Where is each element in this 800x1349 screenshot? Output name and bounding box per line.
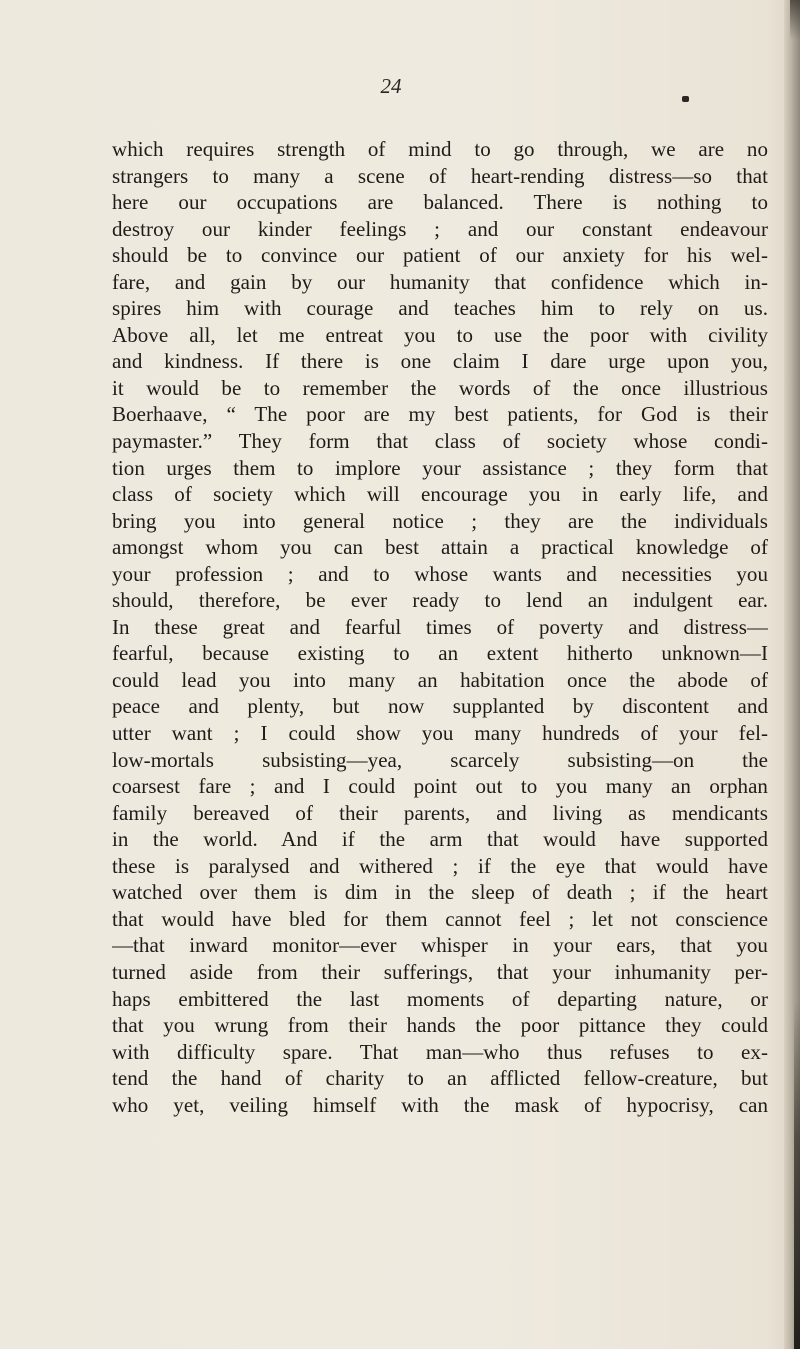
text-line: it would be to remember the words of the once illustrious bbox=[112, 375, 768, 400]
text-line: tend the hand of charity to an afflicted fellow-creature, but bbox=[112, 1066, 768, 1091]
text-line: family bereaved of their parents, and living as mendicants bbox=[112, 800, 768, 825]
text-line: should be to convince our patient of our anxiety for his wel- bbox=[112, 243, 768, 268]
text-line: Above all, let me entreat you to use the poor with civility bbox=[112, 322, 768, 347]
text-line: In these great and fearful times of poverty and distress— bbox=[112, 614, 768, 639]
text-line: fare, and gain by our humanity that confidence which in- bbox=[112, 269, 768, 294]
text-line: with difficulty spare. That man—who thus refuses to ex- bbox=[112, 1039, 768, 1064]
text-line: haps embittered the last moments of departing nature, or bbox=[112, 986, 768, 1011]
text-line: —that inward monitor—ever whisper in your ears, that you bbox=[112, 933, 768, 958]
text-line: strangers to many a scene of heart-rending distress—so that bbox=[112, 163, 768, 188]
text-line: could lead you into many an habitation once the abode of bbox=[112, 667, 768, 692]
text-line: destroy our kinder feelings ; and our constant endeavour bbox=[112, 216, 768, 241]
text-line: that would have bled for them cannot feel ; let not conscience bbox=[112, 906, 768, 931]
text-line: amongst whom you can best attain a practical knowledge of bbox=[112, 535, 768, 560]
text-line: in the world. And if the arm that would have supported bbox=[112, 827, 768, 852]
text-line: low-mortals subsisting—yea, scarcely subsisting—on the bbox=[112, 747, 768, 772]
text-line: these is paralysed and withered ; if the eye that would have bbox=[112, 853, 768, 878]
text-line: that you wrung from their hands the poor pittance they could bbox=[112, 1013, 768, 1038]
edge-shadow-bottom bbox=[794, 1000, 800, 1349]
text-line: here our occupations are balanced. There is nothing to bbox=[112, 190, 768, 215]
text-line: tion urges them to implore your assistance ; they form that bbox=[112, 455, 768, 480]
text-line: bring you into general notice ; they are the individuals bbox=[112, 508, 768, 533]
body-text bbox=[112, 136, 768, 1118]
text-line: utter want ; I could show you many hundreds of your fel- bbox=[112, 721, 768, 746]
page-number: 24 bbox=[380, 74, 402, 98]
page-edge-shadow bbox=[784, 0, 800, 1349]
text-line: Boerhaave, “ The poor are my best patients, for God is their bbox=[112, 402, 768, 427]
text-line: which requires strength of mind to go through, we are no bbox=[112, 137, 768, 161]
text-line: coarsest fare ; and I could point out to you many an orphan bbox=[112, 774, 768, 799]
text-line: watched over them is dim in the sleep of death ; if the heart bbox=[112, 880, 768, 905]
text-line: class of society which will encourage you in early life, and bbox=[112, 482, 768, 507]
text-line: turned aside from their sufferings, that your inhumanity per- bbox=[112, 959, 768, 984]
printer-mark bbox=[682, 96, 689, 102]
text-line: should, therefore, be ever ready to lend an indulgent ear. bbox=[112, 588, 768, 613]
text-line: and kindness. If there is one claim I dare urge upon you, bbox=[112, 349, 768, 374]
text-line: peace and plenty, but now supplanted by discontent and bbox=[112, 694, 768, 719]
text-line: your profession ; and to whose wants and necessities you bbox=[112, 561, 768, 586]
text-line: paymaster.” They form that class of society whose condi- bbox=[112, 429, 768, 454]
edge-shadow-top bbox=[790, 0, 800, 40]
text-line: who yet, veiling himself with the mask of hypocrisy, can bbox=[112, 1092, 768, 1117]
text-line: spires him with courage and teaches him to rely on us. bbox=[112, 296, 768, 321]
text-line: fearful, because existing to an extent hitherto unknown—I bbox=[112, 641, 768, 666]
